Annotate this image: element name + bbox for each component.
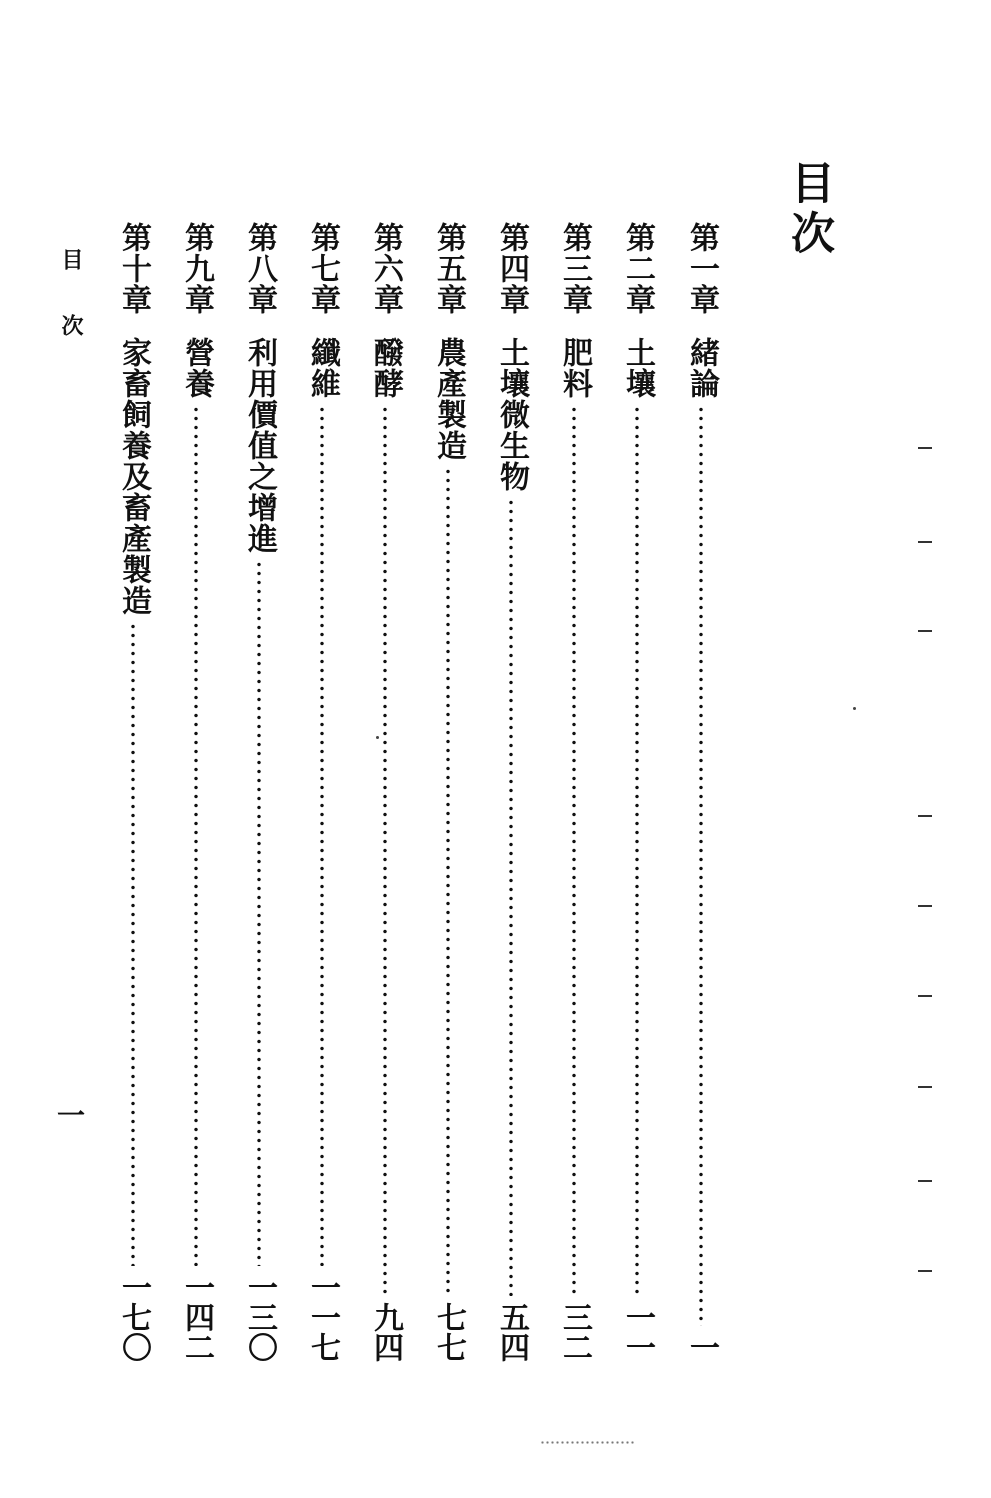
chapter-number: 第六章 [368, 222, 403, 315]
margin-mark [918, 1270, 932, 1272]
chapter-title: 肥料 [557, 337, 592, 399]
toc-entry[interactable] [302, 222, 342, 1362]
page-number: 一一七 [305, 1272, 340, 1362]
chapter-number: 第五章 [431, 222, 466, 315]
scan-speck [853, 707, 856, 710]
toc-entry[interactable] [491, 222, 531, 1362]
margin-mark [918, 630, 932, 632]
page-number: 七七 [431, 1302, 466, 1362]
page-number: 三二 [557, 1302, 592, 1362]
margin-mark [918, 995, 932, 997]
chapter-number: 第七章 [305, 222, 340, 315]
dot-leader [509, 498, 513, 1296]
page-number: 一三〇 [242, 1272, 277, 1362]
chapter-title: 利用價值之增進 [242, 337, 277, 554]
toc-entry[interactable] [239, 222, 279, 1362]
chapter-number: 第八章 [242, 222, 277, 315]
page-number: 九四 [368, 1302, 403, 1362]
chapter-title: 纖維 [305, 337, 340, 399]
toc-entry[interactable] [554, 222, 594, 1362]
chapter-title: 醱酵 [368, 337, 403, 399]
chapter-title: 土壤微生物 [494, 337, 529, 492]
margin-mark [918, 1086, 932, 1088]
dot-leader [635, 405, 639, 1296]
dot-leader [131, 622, 135, 1266]
chapter-number: 第二章 [620, 222, 655, 315]
scan-smudge [540, 1441, 635, 1444]
toc-entry[interactable] [176, 222, 216, 1362]
chapter-number: 第一章 [684, 222, 719, 315]
dot-leader [257, 560, 261, 1266]
page-number: 一四二 [179, 1272, 214, 1362]
page-number: 五四 [494, 1302, 529, 1362]
chapter-title: 緒論 [684, 337, 719, 399]
toc-entry[interactable] [428, 222, 468, 1362]
folio: 一 [56, 1099, 85, 1132]
margin-mark [918, 905, 932, 907]
margin-mark [918, 447, 932, 449]
chapter-title: 營養 [179, 337, 214, 399]
scan-speck [376, 736, 379, 739]
dot-leader [194, 405, 198, 1266]
chapter-title: 家畜飼養及畜產製造 [116, 337, 151, 616]
chapter-number: 第九章 [179, 222, 214, 315]
page-number: 一一 [620, 1302, 655, 1362]
dot-leader [446, 467, 450, 1296]
chapter-title: 農產製造 [431, 337, 466, 461]
chapter-number: 第三章 [557, 222, 592, 315]
page-number: 一 [684, 1332, 719, 1362]
toc-entry[interactable] [681, 222, 721, 1362]
margin-mark [918, 541, 932, 543]
dot-leader [572, 405, 576, 1296]
page-title: 目次 [783, 160, 834, 260]
margin-mark [918, 1180, 932, 1182]
chapter-number: 第十章 [116, 222, 151, 315]
dot-leader [699, 405, 703, 1326]
chapter-number: 第四章 [494, 222, 529, 315]
page-number: 一七〇 [116, 1272, 151, 1362]
toc-entry[interactable] [617, 222, 657, 1362]
margin-mark [918, 815, 932, 817]
chapter-title: 土壤 [620, 337, 655, 399]
dot-leader [383, 405, 387, 1296]
toc-entry[interactable] [365, 222, 405, 1362]
running-head: 目次 [58, 248, 84, 380]
toc-entry[interactable] [113, 222, 153, 1362]
dot-leader [320, 405, 324, 1266]
